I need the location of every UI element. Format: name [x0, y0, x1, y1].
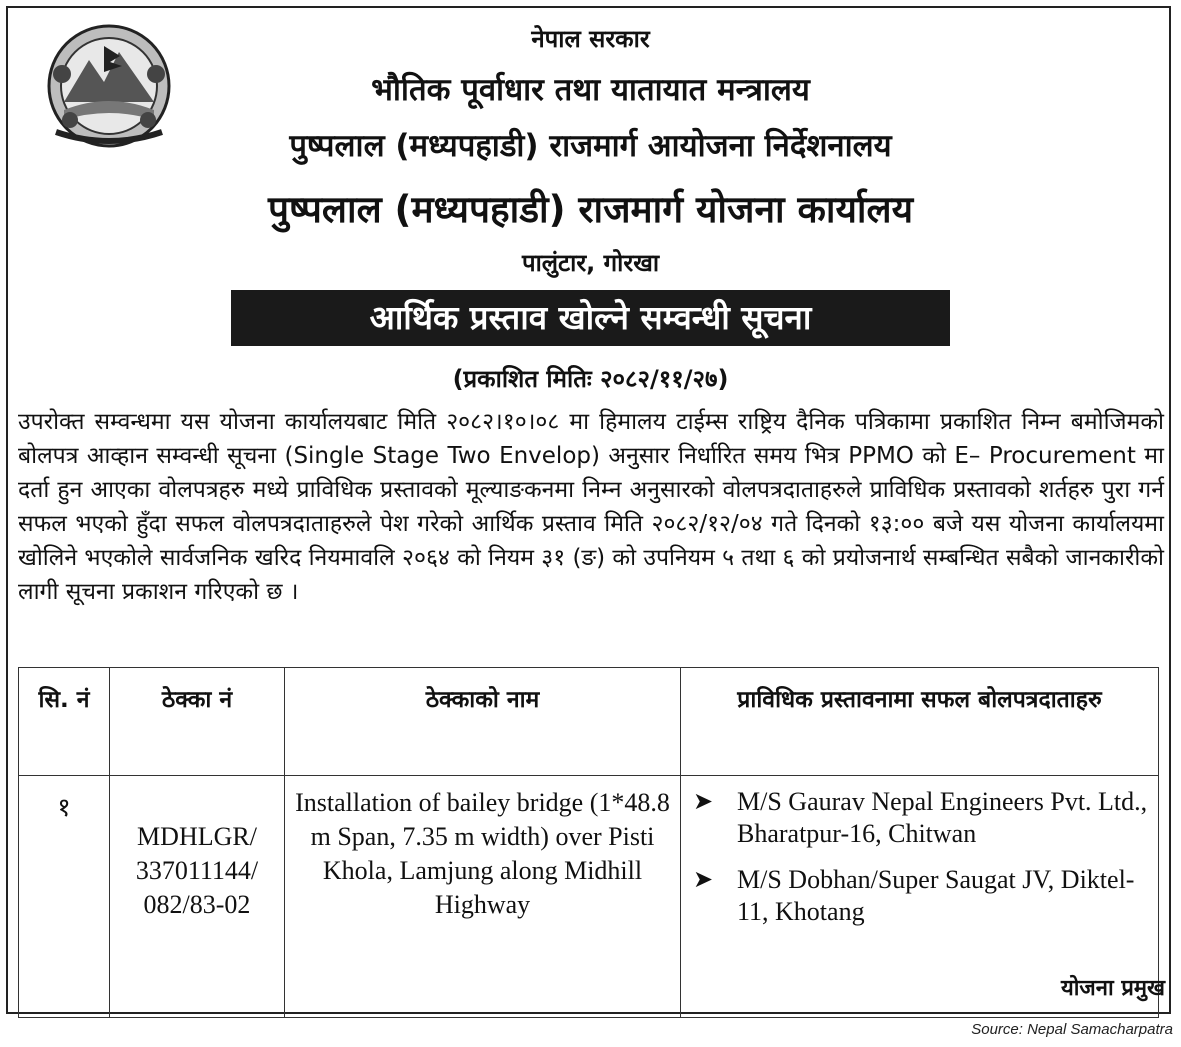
header-contract-number: ठेक्का नं [110, 668, 285, 776]
serial-number: १ [19, 776, 110, 1018]
notice-body: उपरोक्त सम्वन्धमा यस योजना कार्यालयबाट मिति २०८२।१०।०८ मा हिमालय टाईम्स राष्ट्रिय दैनिक पत्रिकामा प्रकाशित निम्न बमोजिमको बोलपत्र आव्हान सम्वन्धी सूचना (Single Stage Two Envelop) अनुसार निर्धारित समय भित्र PPMO को E– Procurement मा दर्ता हुन आएका वोलपत्रहरु मध्ये प्राविधिक प्रस्तावको मूल्याङकनमा निम्न अनुसारको वोलपत्रदाताहरुले प्राविधिक प्रस्तावको शर्तहरु पुरा गर्न सफल भएको हुँदा सफल वोलपत्रदाताहरुले पेश गरेको आर्थिक प्रस्ताव मिति २०८२/१२/०४ गते दिनको १३:०० बजे यस योजना कार्यालयमा खोलिने भएकोले सार्वजनिक खरिद नियमावलि २०६४ को नियम ३१ (ङ) को उपनियम ५ तथा ६ को प्रयोजनार्थ सम्बन्धित सबैको जानकारीको लागी सूचना प्रकाशन गरिएको छ । [18, 409, 1164, 605]
header-serial-number: सि. नं [19, 668, 110, 776]
list-item [693, 864, 1148, 928]
government-name: नेपाल सरकार [531, 25, 650, 53]
directorate-name: पुष्पलाल (मध्यपहाडी) राजमार्ग आयोजना निर्देशनालय [289, 128, 892, 164]
contract-number: MDHLGR/ 337011144/ 082/83-02 [110, 776, 285, 1018]
list-item [693, 786, 1148, 850]
arrow-bullet-icon: ➤ [693, 789, 714, 815]
header-successful-bidders: प्राविधिक प्रस्तावनामा सफल बोलपत्रदाताहरु [681, 668, 1159, 776]
signature-title: योजना प्रमुख [1060, 976, 1165, 1001]
source-credit: Source: Nepal Samacharpatra [971, 1021, 1173, 1038]
header-contract-name: ठेक्काको नाम [285, 668, 681, 776]
published-date: (प्रकाशित मितिः २०८२/११/२७) [452, 365, 729, 393]
ministry-name: भौतिक पूर्वाधार तथा यातायात मन्त्रालय [371, 72, 810, 108]
contract-name: Installation of bailey bridge (1*48.8 m Span, 7.35 m width) over Pisti Khola, Lamjung along Midhill Highway [285, 776, 681, 1018]
notice-title: आर्थिक प्रस्ताव खोल्ने सम्वन्धी सूचना [231, 290, 950, 346]
table-row [19, 776, 1159, 1018]
table-header-row [19, 668, 1159, 776]
office-name: पुष्पलाल (मध्यपहाडी) राजमार्ग योजना कार्यालय [267, 188, 914, 231]
bidder-name: M/S Gaurav Nepal Engineers Pvt. Ltd., Bharatpur-16, Chitwan [737, 787, 1148, 848]
arrow-bullet-icon: ➤ [693, 867, 714, 893]
office-location: पालुंटार, गोरखा [521, 249, 660, 277]
bidder-name: M/S Dobhan/Super Saugat JV, Diktel-11, Khotang [737, 865, 1135, 926]
successful-bidders-table [18, 667, 1159, 1018]
